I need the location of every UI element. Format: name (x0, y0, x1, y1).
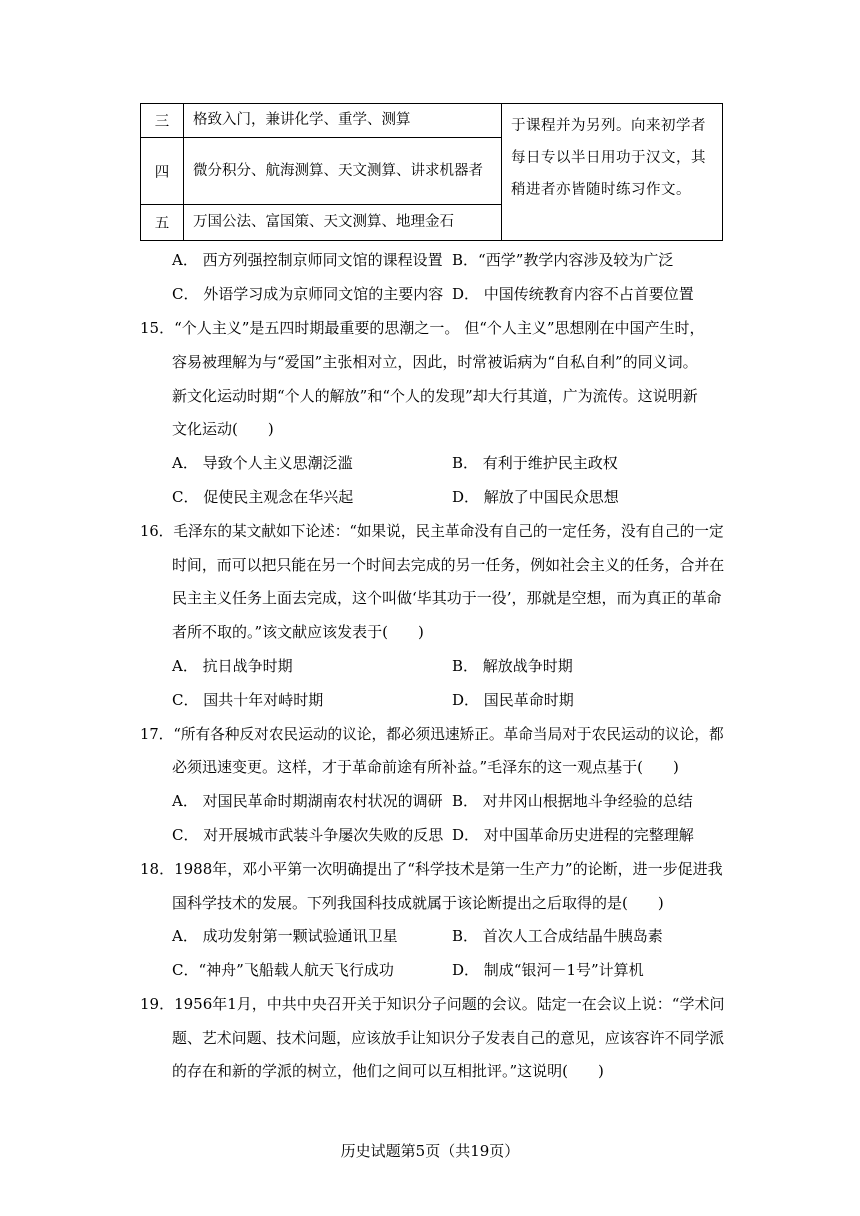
q18-option-c: C．“神舟”飞船载人航天飞行成功 (172, 961, 394, 979)
q14-option-c: C． 外语学习成为京师同文馆的主要内容 (172, 285, 444, 303)
q14-option-a: A． 西方列强控制京师同文馆的课程设置 (172, 251, 443, 269)
q15-option-c: C． 促使民主观念在华兴起 (172, 488, 354, 506)
q16-stem-line: 民主主义任务上面去完成，这个叫做‘毕其功于一役’，那就是空想，而为真正的革命 (172, 589, 722, 607)
table-row (141, 104, 723, 138)
page-footer: 历史试题第5页（共19页） (340, 1142, 520, 1160)
q18-option-d: D． 制成“银河－1号”计算机 (452, 961, 644, 979)
q16-option-b: B． 解放战争时期 (452, 657, 573, 675)
q17-option-d: D． 对中国革命历史进程的完整理解 (452, 826, 694, 844)
q14-option-d: D． 中国传统教育内容不占首要位置 (452, 285, 694, 303)
course-table (140, 103, 723, 241)
q17-option-b: B． 对井冈山根据地斗争经验的总结 (452, 792, 693, 810)
q15-stem-line: 容易被理解为与“爱国”主张相对立，因此，时常被诟病为“自私自利”的同义词。 (172, 353, 698, 371)
q18-option-b: B． 首次人工合成结晶牛胰岛素 (452, 927, 663, 945)
q14-option-b: B．“西学”教学内容涉及较为广泛 (452, 251, 674, 269)
q18-stem-line: 国科学技术的发展。下列我国科技成就属于该论断提出之后取得的是( ) (172, 894, 664, 912)
row-number: 三 (141, 104, 184, 138)
q15-option-a: A． 导致个人主义思潮泛滥 (172, 454, 353, 472)
q17-option-c: C． 对开展城市武装斗争屡次失败的反思 (172, 826, 444, 844)
row-content: 格致入门，兼讲化学、重学、测算 (184, 104, 502, 138)
q15-option-d: D． 解放了中国民众思想 (452, 488, 619, 506)
q15-stem-line: 新文化运动时期“个人的解放”和“个人的发现”却大行其道，广为流传。这说明新 (172, 387, 698, 405)
row-content: 微分积分、航海测算、天文测算、讲求机器者 (184, 138, 502, 205)
q19-stem-line: 的存在和新的学派的树立，他们之间可以互相批评。”这说明( ) (172, 1062, 604, 1080)
q18-stem-line: 18．1988年，邓小平第一次明确提出了“科学技术是第一生产力”的论断，进一步促进我 (140, 860, 723, 878)
q17-stem-line: 必须迅速变更。这样，才于革命前途有所补益。”毛泽东的这一观点基于( ) (172, 758, 679, 776)
q16-stem-line: 时间，而可以把只能在另一个时间去完成的另一任务，例如社会主义的任务，合并在 (172, 556, 725, 574)
q16-option-d: D． 国民革命时期 (452, 691, 574, 709)
row-number: 四 (141, 138, 184, 205)
q18-option-a: A． 成功发射第一颗试验通讯卫星 (172, 927, 398, 945)
row-content: 万国公法、富国策、天文测算、地理金石 (184, 205, 502, 241)
q15-option-b: B． 有利于维护民主政权 (452, 454, 618, 472)
q17-option-a: A． 对国民革命时期湖南农村状况的调研 (172, 792, 443, 810)
q16-stem-line: 者所不取的。”该文献应该发表于( ) (172, 623, 424, 641)
q16-stem-line: 16．毛泽东的某文献如下论述：“如果说，民主革命没有自己的一定任务，没有自己的一定 (140, 522, 724, 540)
q16-option-c: C． 国共十年对峙时期 (172, 691, 324, 709)
q17-stem-line: 17．“所有各种反对农民运动的议论，都必须迅速矫正。革命当局对于农民运动的议论，都 (140, 725, 724, 743)
q15-stem-line: 文化运动( ) (172, 420, 274, 438)
q19-stem-line: 题、艺术问题、技术问题，应该放手让知识分子发表自己的意见，应该容许不同学派 (172, 1029, 725, 1047)
q16-option-a: A． 抗日战争时期 (172, 657, 293, 675)
table-note: 于课程并为另列。向来初学者每日专以半日用功于汉文，其稍进者亦皆随时练习作文。 (502, 104, 723, 241)
q19-stem-line: 19．1956年1月，中共中央召开关于知识分子问题的会议。陆定一在会议上说：“学术问 (140, 995, 725, 1013)
row-number: 五 (141, 205, 184, 241)
q15-stem-line: 15．“个人主义”是五四时期最重要的思潮之一。 但“个人主义”思想刚在中国产生时， (140, 319, 705, 337)
